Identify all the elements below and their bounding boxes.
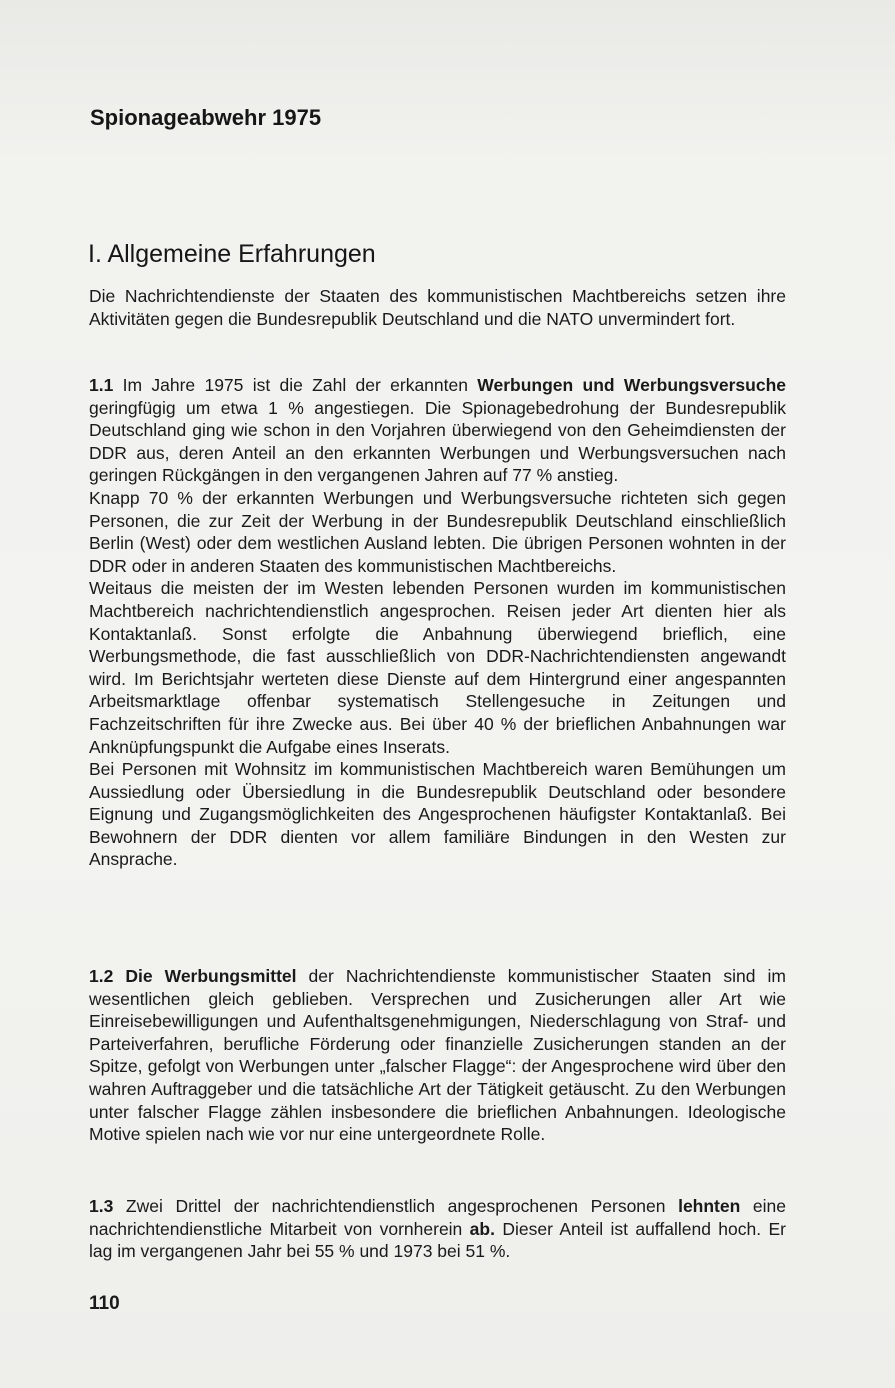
section-1-2-text: der Nachrichtendienste kommunistischer Staaten sind im wesentlichen gleich geblieben. Versprechen und Zusicherungen aller Art wie Einreisebewilligungen und Aufenthaltsgenehmigungen, Niederschlagung von Straf- und Parteiverfahren, berufliche Förderung oder finanzielle Zusicherungen standen an der Spitze, gefolgt von Werbungen unter „falscher Flagge“: der Angesprochene wird über den wahren Auftraggeber und die tatsächliche Art der Tätigkeit getäuscht. Zu den Werbungen unter falscher Flagge zählen insbesondere die brieflichen Anbahnungen. Ideologische Motive spielen nach wie vor nur eine untergeordnete Rolle. (89, 966, 786, 1145)
section-1-3-emphasis-2: ab. (469, 1218, 495, 1239)
intro-text: Die Nachrichtendienste der Staaten des kommunistischen Machtbereichs setzen ihre Aktivitäten gegen die Bundesrepublik Deutschland und die NATO unvermindert fort. (89, 286, 786, 329)
section-1-3-emphasis-1: lehnten (678, 1196, 741, 1216)
section-1-3-text-start: Zwei Drittel der nachrichtendienstlich angesprochenen Personen (113, 1196, 679, 1216)
section-1-2 (89, 965, 786, 1146)
section-1-1-text-start: Im Jahre 1975 ist die Zahl der erkannten (113, 375, 478, 395)
page-number: 110 (89, 1293, 120, 1314)
section-1-2-paragraph (89, 965, 786, 1146)
section-1-1-paragraph-1 (89, 374, 786, 487)
section-1-3 (89, 1195, 786, 1263)
section-1-3-number: 1.3 (89, 1196, 114, 1216)
section-1-2-lead: 1.2 Die Werbungsmittel (89, 966, 297, 986)
section-1-3-text-end: Dieser Anteil ist auffallend hoch. Er lag im vergangenen Jahr bei 55 % und 1973 bei 51 %. (89, 1218, 786, 1262)
section-heading: I. Allgemeine Erfahrungen (88, 240, 376, 268)
page-title: Spionageabwehr 1975 (90, 105, 322, 130)
section-1-3-text-middle: eine nachrichtendienstliche Mitarbeit von vornherein (89, 1196, 786, 1239)
section-1-1-paragraph-4: Bei Personen mit Wohnsitz im kommunistischen Machtbereich waren Bemühungen um Aussiedlung oder Übersiedlung in die Bundesrepublik Deutschland oder besondere Eignung und Zugangsmöglichkeiten des Angesprochenen häufigster Kontaktanlaß. Bei Bewohnern der DDR dienten vor allem familiäre Bindungen in den Westen zur Ansprache. (89, 759, 786, 870)
section-1-1 (89, 374, 786, 871)
section-1-1-paragraph-3: Weitaus die meisten der im Westen lebenden Personen wurden im kommunistischen Machtbereich nachrichtendienstlich angesprochen. Reisen jeder Art dienten hier als Kontaktanlaß. Sonst erfolgte die Anbahnung überwiegend brieflich, eine Werbungsmethode, die fast ausschließlich von DDR-Nachrichtendiensten angewandt wird. Im Berichtsjahr werteten diese Dienste auf dem Hintergrund einer angespannten Arbeitsmarktlage offenbar systematisch Stellengesuche in Zeitungen und Fachzeitschriften für ihre Zwecke aus. Bei über 40 % der brieflichen Anbahnungen war Anknüpfungspunkt die Aufgabe eines Inserats. (89, 578, 786, 757)
section-1-1-number: 1.1 (89, 375, 114, 395)
section-1-3-paragraph (89, 1195, 786, 1263)
intro-paragraph (89, 285, 786, 330)
section-1-1-paragraph-2: Knapp 70 % der erkannten Werbungen und Werbungsversuche richteten sich gegen Personen, die zur Zeit der Werbung in der Bundesrepublik Deutschland einschließlich Berlin (West) oder dem westlichen Ausland lebten. Die übrigen Personen wohnten in der DDR oder in anderen Staaten des kommunistischen Machtbereichs. (89, 487, 786, 576)
section-1-1-text-end: geringfügig um etwa 1 % angestiegen. Die Spionagebedrohung der Bundesrepublik Deutschland ging wie schon in den Vorjahren überwiegend von den Geheimdiensten der DDR aus, deren Anteil an den erkannten Werbungen und Werbungsversuchen nach geringen Rückgängen in den vergangenen Jahren auf 77 % anstieg. (89, 397, 786, 486)
section-1-1-emphasis: Werbungen und Werbungsversuche (477, 375, 786, 395)
